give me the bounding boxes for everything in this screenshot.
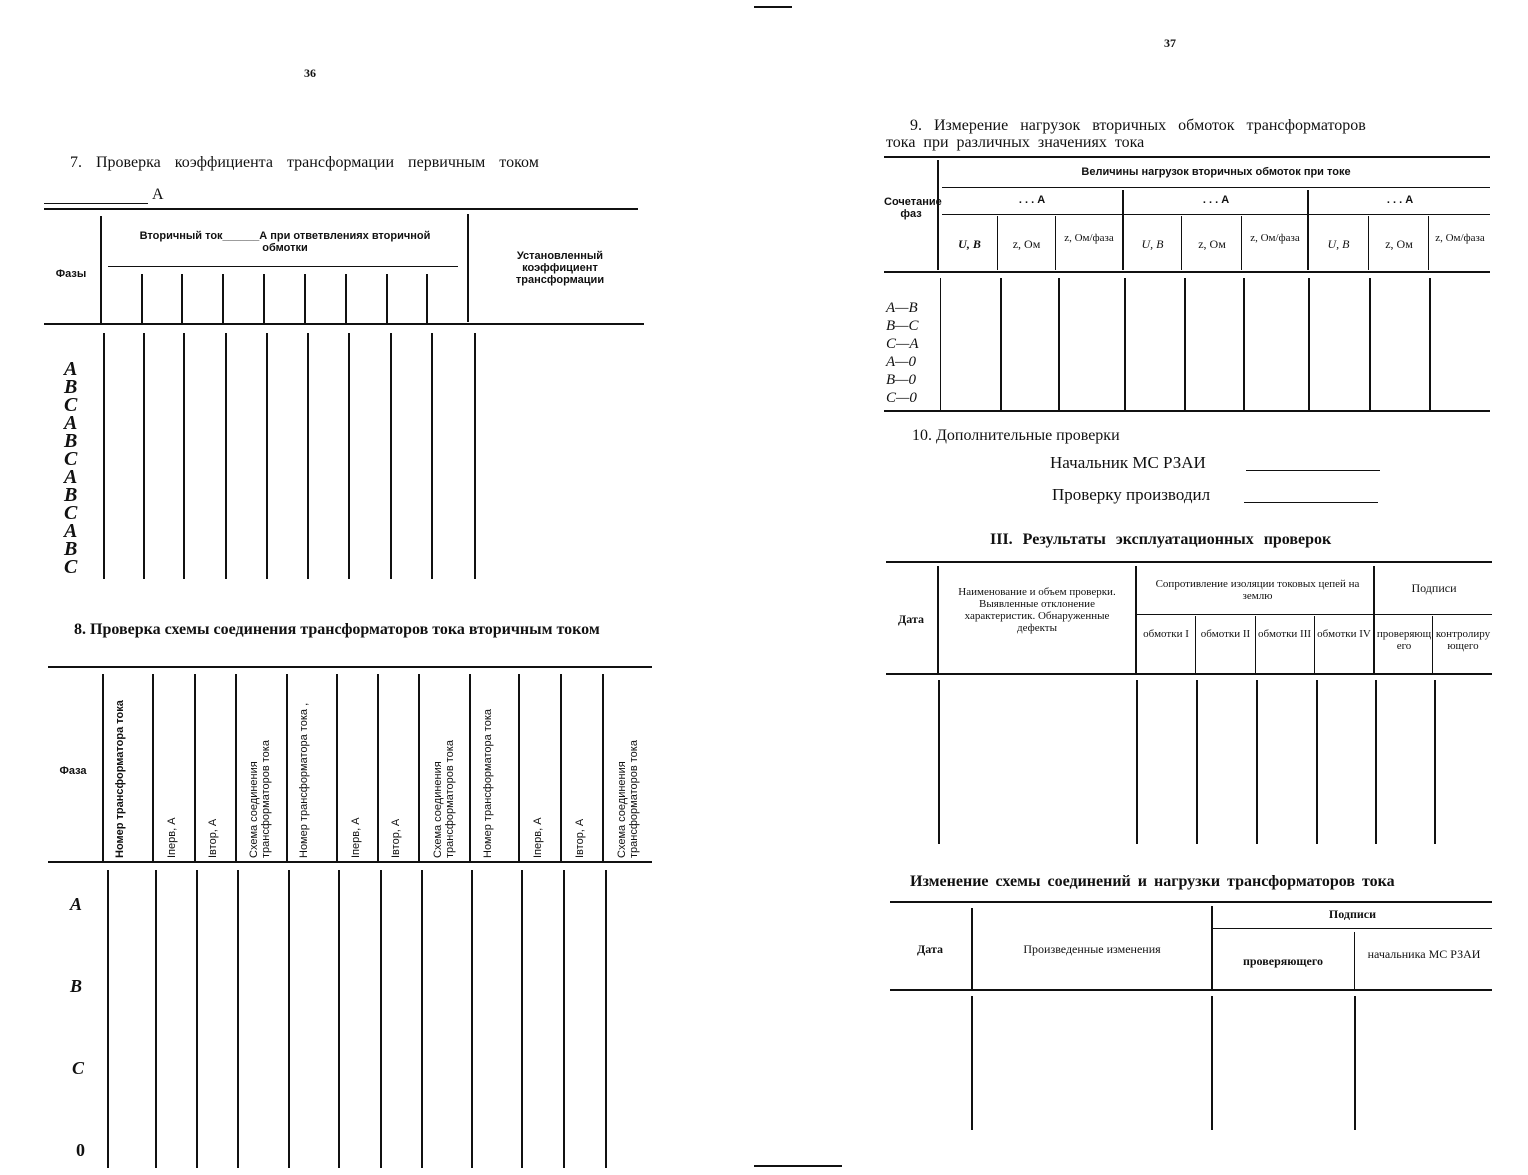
- table9-combo: B—0: [886, 372, 916, 388]
- changes-col-date: Дата: [917, 942, 943, 956]
- table9-combo: C—A: [886, 336, 919, 352]
- section7-unit: А: [152, 186, 164, 203]
- table9-combo: A—B: [886, 300, 918, 316]
- table9-sub-z: z, Ом: [1012, 237, 1041, 251]
- table3-col-name: Наименование и объем проверки. Выявленные отклонение характеристик. Обнаруженные дефекты: [958, 586, 1116, 634]
- table9-sub-u: U, В: [1141, 237, 1164, 251]
- table9-sub-z: z, Ом: [1198, 237, 1226, 251]
- bottom-divider: [754, 1165, 842, 1167]
- top-divider: [754, 6, 792, 8]
- table8-col: Iперв, А: [350, 817, 362, 858]
- table3-winding: обмотки II: [1200, 628, 1251, 640]
- table8-row-label: A: [70, 894, 83, 914]
- table9-combo: C—0: [886, 390, 917, 406]
- table8-col: Iвтор, А: [207, 818, 219, 858]
- table3-winding: обмотки I: [1143, 628, 1189, 640]
- checker-label: Проверку производил: [1052, 485, 1211, 504]
- table3-winding: обмотки IV: [1317, 628, 1371, 640]
- section7-title: 7. Проверка коэффициента трансформации первичным током: [70, 154, 539, 171]
- chief-signature-line: [1246, 470, 1380, 471]
- table3-sign-controlling: контролирующего: [1435, 628, 1491, 652]
- table9-sub-u: U, В: [1327, 237, 1350, 251]
- table9-sub-u: U, В: [958, 237, 981, 251]
- blank-line: [44, 203, 148, 204]
- table8-row-label: C: [72, 1058, 85, 1078]
- table3-col-signs: Подписи: [1411, 581, 1457, 595]
- section3-title: III. Результаты эксплуатационных проверок: [990, 531, 1332, 548]
- page-number-left: 36: [304, 66, 316, 80]
- table9-current: . . . А: [1018, 194, 1046, 206]
- table7-phase: B: [64, 376, 78, 398]
- table8-col: Схема соединения трансформаторов тока: [616, 740, 640, 858]
- table9-sub-z: z, Ом: [1385, 237, 1413, 251]
- table7-phase: B: [64, 538, 78, 560]
- table7-phase: C: [64, 502, 78, 524]
- table9-col-group: Величины нагрузок вторичных обмоток при токе: [1081, 166, 1351, 178]
- section9-title-line2: тока при различных значениях тока: [886, 134, 1145, 151]
- table8-col-phase: Фаза: [59, 765, 87, 777]
- table7-phase: B: [64, 484, 78, 506]
- table8-col: Iвтор, А: [390, 818, 402, 858]
- table7-phase: C: [64, 556, 78, 578]
- table7-phase: A: [64, 520, 78, 542]
- table3-col-resist: Сопротивление изоляции токовых цепей на землю: [1155, 578, 1360, 602]
- table3-sign-checking: проверяющего: [1376, 628, 1432, 652]
- table9-current: . . . А: [1202, 194, 1230, 206]
- table8-col: Схема соединения трансформаторов тока: [248, 740, 272, 858]
- checker-signature-line: [1244, 502, 1378, 503]
- changes-sign-checking: проверяющего: [1242, 954, 1324, 968]
- table8-col: Iперв, А: [166, 817, 178, 858]
- table3-winding: обмотки III: [1257, 628, 1312, 640]
- table9-combo: B—C: [886, 318, 919, 334]
- table8-col: Iвтор, А: [574, 818, 586, 858]
- changes-col-changes: Произведенные изменения: [1023, 942, 1161, 956]
- table7-phase: A: [64, 466, 78, 488]
- table8-col: Номер трансформатора тока: [114, 700, 126, 858]
- table7-phase: A: [64, 412, 78, 434]
- table7-col-coef: Установленный коэффициент трансформации: [515, 250, 605, 286]
- page-number-right: 37: [1164, 36, 1176, 50]
- section8-title: 8. Проверка схемы соединения трансформаторов тока вторичным током: [74, 621, 600, 638]
- table8-row-label: 0: [76, 1140, 85, 1160]
- changes-col-signs: Подписи: [1328, 907, 1377, 921]
- table8-col: Номер трансформатора тока: [482, 708, 494, 858]
- table7-col-phases: Фазы: [55, 268, 87, 280]
- chief-label: Начальник МС РЗАИ: [1050, 453, 1206, 472]
- table9-sub-zphase: z, Ом/фаза: [1435, 232, 1485, 244]
- table3-col-date: Дата: [898, 612, 924, 626]
- table8-col: Схема соединения трансформаторов тока: [432, 740, 456, 858]
- section9-title-line1: 9. Измерение нагрузок вторичных обмоток трансформаторов: [910, 117, 1366, 134]
- table8-col: Номер трансформатора тока ,: [298, 702, 310, 858]
- table8-row-label: B: [70, 976, 83, 996]
- table7-phase: C: [64, 448, 78, 470]
- table9-sub-zphase: z, Ом/фаза: [1250, 232, 1300, 244]
- table7-col-secondary: Вторичный ток______А при ответвлениях вторичной обмотки: [139, 230, 431, 254]
- table9-sub-zphase: z, Ом/фаза: [1064, 232, 1114, 244]
- changes-sign-chief: начальника МС РЗАИ: [1367, 947, 1481, 961]
- table7-phase: A: [64, 358, 78, 380]
- table8-col: Iперв, А: [532, 817, 544, 858]
- table9-col-combo: Сочетание фаз: [884, 196, 942, 220]
- table7-phase: B: [64, 430, 78, 452]
- section10-title: 10. Дополнительные проверки: [912, 427, 1120, 444]
- table9-current: . . . А: [1386, 194, 1414, 206]
- table9-combo: A—0: [886, 354, 916, 370]
- changes-title: Изменение схемы соединений и нагрузки трансформаторов тока: [910, 873, 1395, 890]
- table7-phase: C: [64, 394, 78, 416]
